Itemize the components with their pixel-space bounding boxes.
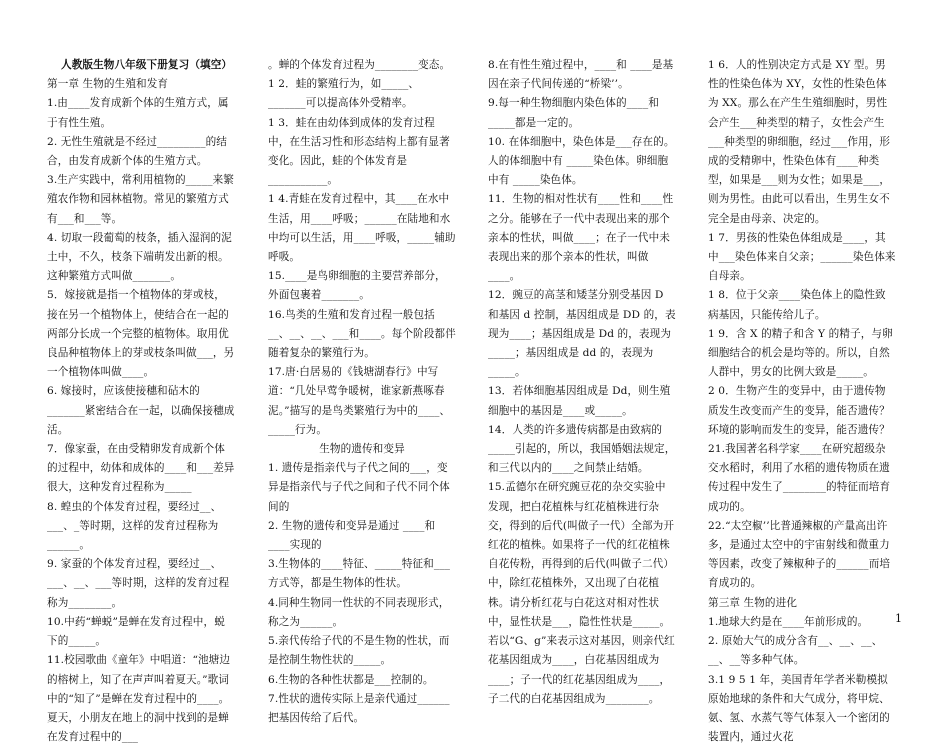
question-item: 2. 原始大气的成分含有__、__、__、__、__等多种气体。	[708, 632, 896, 670]
question-item: 16.鸟类的生殖和发育过程一般包括 __、__、__、___和____。每个阶段都伴随着复杂的繁殖行为。	[268, 306, 456, 364]
question-item: 1 4.青蛙在发育过程中，其____在水中生活，用____呼吸；______在陆地和水中均可以生活，用____呼吸，_____辅助呼吸。	[268, 190, 456, 267]
question-item: 3.生产实践中，常利用植物的_____来繁殖农作物和园林植物。常见的繁殖方式有___和___等。	[47, 171, 235, 229]
column-2	[268, 56, 456, 728]
question-item: 9. 家蚕的个体发育过程，要经过__、___、__、___等时期，这样的发育过程称为________。	[47, 555, 235, 613]
question-item: 7.性状的遗传实际上是亲代通过______把基因传给了后代。	[268, 690, 456, 728]
question-item: 12．豌豆的高茎和矮茎分别受基因 D 和基因 d 控制，基因组成是 DD 的，表现为____；基因组成是 Dd 的，表现为_____；基因组成是 dd 的，表现为_____。	[488, 286, 676, 382]
question-item: 3.1 9 5 1 年，美国青年学者米勒模拟原始地球的条件和大气成分，将甲烷、氨、氢、水蒸气等气体泵入一个密闭的装置内，通过火花	[708, 671, 896, 747]
question-item: 4.同种生物同一性状的不同表现形式，称之为______。	[268, 594, 456, 632]
question-item: 5.亲代传给子代的不是生物的性状，而是控制生物性状的_____。	[268, 632, 456, 670]
question-item: 1 8．位于父亲____染色体上的隐性致病基因，只能传给儿子。	[708, 286, 896, 324]
question-item: 2 0．生物产生的变异中，由于遗传物质发生改变而产生的变异，能否遗传？	[708, 382, 896, 420]
question-item: 10.中药“蝉蜕”是蝉在发育过程中，蜕下的_____。	[47, 613, 235, 651]
question-item: 2. 生物的遗传和变异是通过 ____和 ____实现的	[268, 517, 456, 555]
question-item: 1 7．男孩的性染色体组成是____，其中___染色体来自父亲；______染色体来自母亲。	[708, 229, 896, 287]
question-item: 。蝉的个体发育过程为________变态。	[268, 56, 456, 75]
question-item: 8. 蝗虫的个体发育过程，要经过__、___、_等时期，这样的发育过程称为______。	[47, 498, 235, 556]
question-item: 10. 在体细胞中，染色体是___存在的。人的体细胞中有 _____染色体。卵细胞中有 _____染色体。	[488, 133, 676, 191]
column-3	[488, 56, 676, 709]
question-item: 1.由____发育成新个体的生殖方式，属于有性生殖。	[47, 94, 235, 132]
question-item: 5．嫁接就是指一个植物体的芽或枝，接在另一个植物体上，使结合在一起的两部分长成一个完整的植物体。取用优良品种植物体上的芽或枝条叫做___，另一个植物体叫做____。	[47, 286, 235, 382]
document-title: 人教版生物八年级下册复习（填空）	[47, 56, 235, 75]
question-item: 1 2．蛙的繁殖行为，如_____、_______可以提高体外受精率。	[268, 75, 456, 113]
question-item: 17.唐·白居易的《钱塘湖春行》中写道：“几处早莺争暖树，谁家新燕啄春泥。”描写的是鸟类繁殖行为中的____、_____行为。	[268, 363, 456, 440]
question-item: 6. 嫁接时，应该使接穗和砧木的_______紧密结合在一起，以确保接穗成活。	[47, 382, 235, 440]
question-item: 9.每一种生物细胞内染色体的____和 _____都是一定的。	[488, 94, 676, 132]
question-item: 4. 切取一段葡萄的枝条，插入湿润的泥土中，不久，枝条下端萌发出新的根。这种繁殖方式叫做_______。	[47, 229, 235, 287]
column-4	[708, 56, 896, 747]
question-item: 7．像家蚕，在由受精卵发育成新个体的过程中，幼体和成体的____和___差异很大，这种发育过程称为_____	[47, 440, 235, 498]
page-number: 1	[895, 612, 902, 625]
question-item: 环境的影响而发生的变异，能否遗传？	[708, 421, 896, 440]
question-item: 1. 遗传是指亲代与子代之间的___，变异是指亲代与子代之间和子代不同个体间的	[268, 459, 456, 517]
question-item: 21.我国著名科学家____在研究超级杂交水稻时，利用了水稻的遗传物质在遗传过程中发生了________的特征而培育成功的。	[708, 440, 896, 517]
question-item: 3.生物体的____特征、_____特征和___方式等，都是生物体的性状。	[268, 555, 456, 593]
question-item: 14．人类的许多遗传病都是由致病的_____引起的，所以，我国婚姻法规定，	[488, 421, 676, 459]
question-item: 1 6．人的性别决定方式是 XY 型。男性的性染色体为 XY，女性的性染色体为 XX。那么在产生生殖细胞时，男性会产生___种类型的精子，女性会产生___种类型的卵细胞，经过___作用，形成的受精卵中，性染色体有____种类型，如果是___则为女性；如果是___，则为男性。由此可以看出，生男生女不完全是由母亲、决定的。	[708, 56, 896, 229]
question-item: 11．生物的相对性状有____性和____性之分。能够在子一代中表现出来的那个亲本的性状，叫做____；在子一代中未表现出来的那个亲本的性状，叫做____。	[488, 190, 676, 286]
question-item: 和三代以内的____之间禁止结婚。	[488, 459, 676, 478]
question-item: 8.在有性生殖过程中，____和 ____是基因在亲子代间传递的“桥梁’’。	[488, 56, 676, 94]
chapter-heading: 第三章 生物的进化	[708, 594, 896, 613]
question-item: 13．若体细胞基因组成是 Dd，则生殖细胞中的基因是____或_____。	[488, 382, 676, 420]
question-item: 1.地球大约是在____年前形成的。	[708, 613, 896, 632]
question-item: 2. 无性生殖就是不经过_________的结合，由发育成新个体的生殖方式。	[47, 133, 235, 171]
question-item: 1 9．含 X 的精子和含 Y 的精子，与卵细胞结合的机会是均等的。所以，自然人群中，男女的比例大致是_____。	[708, 325, 896, 383]
chapter-heading: 第一章 生物的生殖和发育	[47, 75, 235, 94]
section-heading: 生物的遗传和变异	[268, 440, 456, 459]
question-item: 22.“太空椒’’比普通辣椒的产量高出许多，是通过太空中的宇宙射线和微重力等因素，改变了辣椒种子的______而培育成功的。	[708, 517, 896, 594]
question-item: 15.孟德尔在研究豌豆花的杂交实验中发现，把白花植株与红花植株进行杂交，得到的后代(叫做子一代）全部为开红花的植株。如果将子一代的红花植株自花传粉，再得到的后代(叫做子二代）中，除红花植株外，又出现了白花植株。请分析红花与白花这对相对性状中，显性状是___，隐性性状是_____。若以“G、g”来表示这对基因，则亲代红花基因组成为____，白花基因组成为____；子一代的红花基因组成为____，子二代的白花基因组成为________。	[488, 478, 676, 708]
question-item: 11.校园歌曲《童年》中唱道：“池塘边的榕树上，知了在声声叫着夏天。”歌词中的“知了”是蝉在发育过程中的____。夏天，小朋友在地上的洞中找到的是蝉在发育过程中的___	[47, 651, 235, 747]
question-item: 15.____是鸟卵细胞的主要营养部分，外面包裹着_______。	[268, 267, 456, 305]
column-1	[47, 56, 235, 747]
question-item: 1 3．蛙在由幼体到成体的发育过程中，在生活习性和形态结构上都有显著变化。因此，蛙的个体发育是___________。	[268, 114, 456, 191]
question-item: 6.生物的各种性状都是___控制的。	[268, 671, 456, 690]
